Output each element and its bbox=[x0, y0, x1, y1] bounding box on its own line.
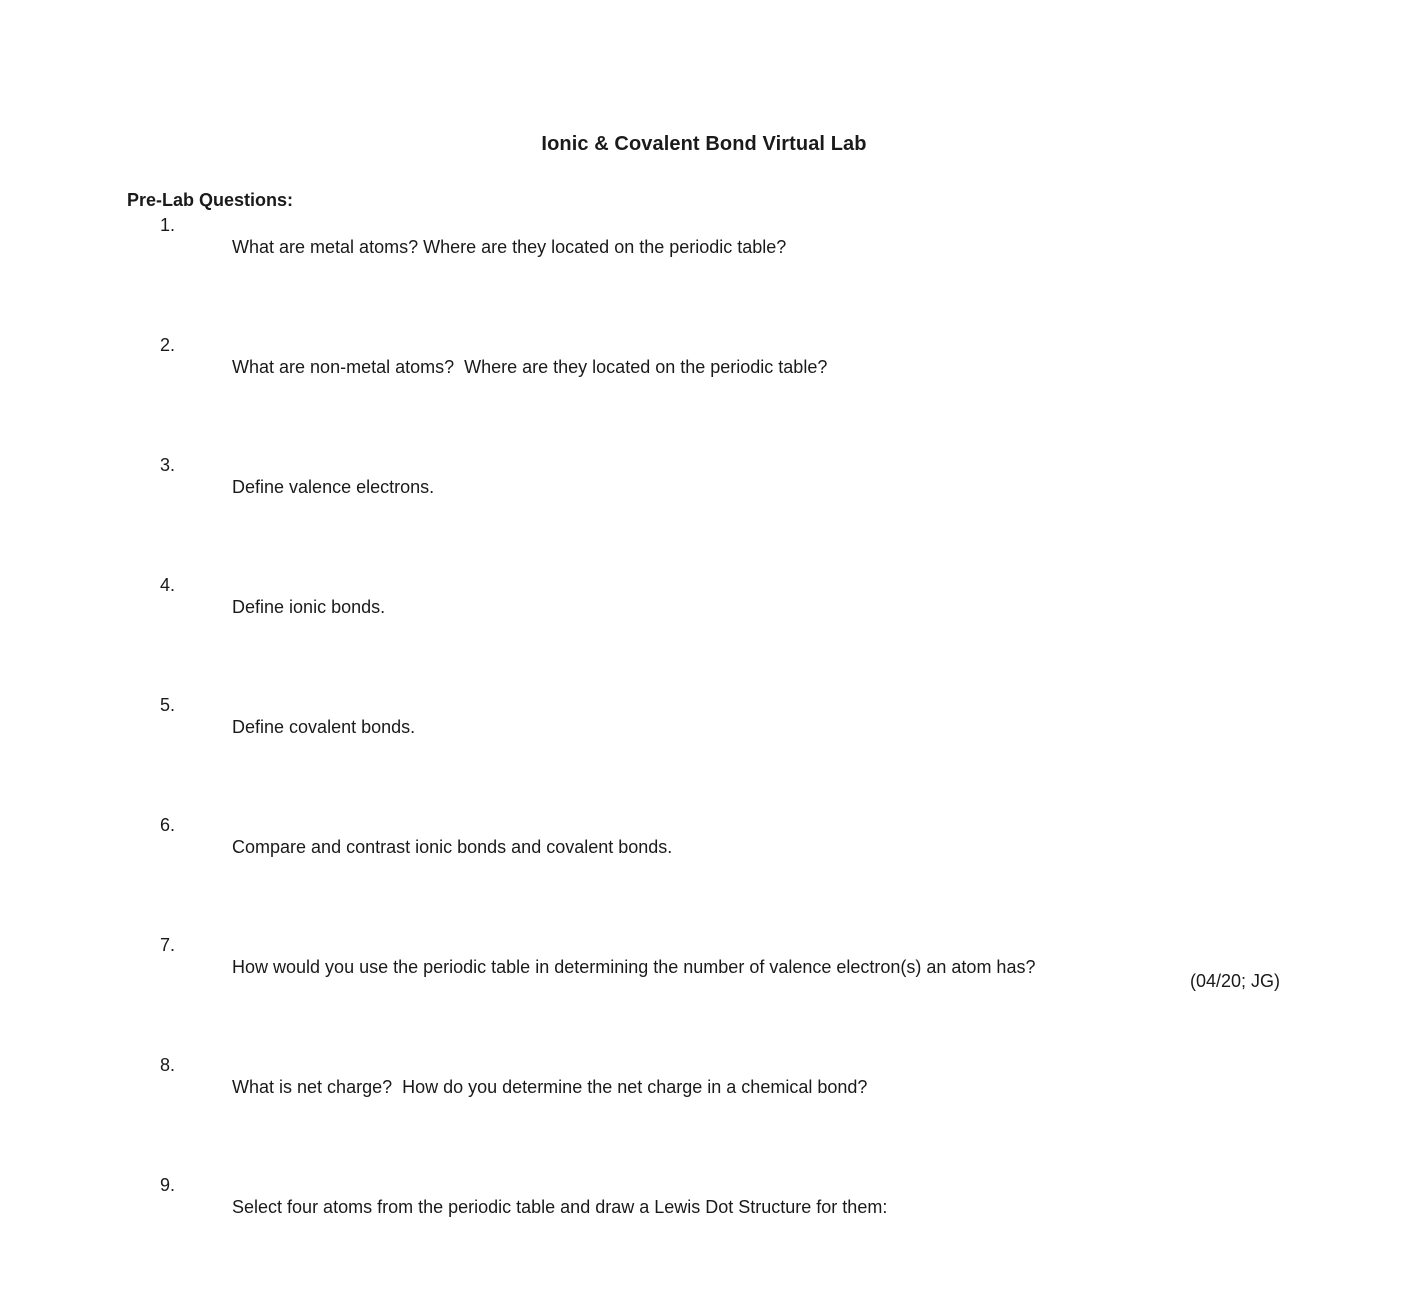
question-item bbox=[127, 454, 1348, 520]
question-number: 6. bbox=[160, 815, 176, 835]
question-text: How would you use the periodic table in determining the number of valence electron(s) an atom has? bbox=[232, 957, 1036, 977]
question-number: 3. bbox=[160, 455, 176, 475]
question-text: Define valence electrons. bbox=[232, 477, 435, 497]
question-text: What are metal atoms? Where are they located on the periodic table? bbox=[232, 237, 787, 257]
prelab-section bbox=[127, 189, 1348, 1294]
section-heading: Pre-Lab Questions: bbox=[127, 190, 294, 210]
question-item bbox=[127, 814, 1348, 880]
question-text: Compare and contrast ionic bonds and covalent bonds. bbox=[232, 837, 673, 857]
question-number: 8. bbox=[160, 1055, 176, 1075]
question-text: What are non-metal atoms? Where are they located on the periodic table? bbox=[232, 357, 828, 377]
question-item bbox=[127, 574, 1348, 640]
question-item bbox=[127, 694, 1348, 760]
questions-list bbox=[127, 214, 1348, 1240]
question-item bbox=[127, 1174, 1348, 1240]
question-text: Select four atoms from the periodic table and draw a Lewis Dot Structure for them: bbox=[232, 1197, 888, 1217]
question-number: 7. bbox=[160, 935, 176, 955]
question-number: 1. bbox=[160, 215, 176, 235]
question-text: Define ionic bonds. bbox=[232, 597, 386, 617]
question-number: 4. bbox=[160, 575, 176, 595]
question-number: 5. bbox=[160, 695, 176, 715]
question-item bbox=[127, 934, 1348, 1000]
question-text: Define covalent bonds. bbox=[232, 717, 416, 737]
question-number: 2. bbox=[160, 335, 176, 355]
question-number: 9. bbox=[160, 1175, 176, 1195]
question-item bbox=[127, 1054, 1348, 1120]
footer-note: (04/20; JG) bbox=[1189, 971, 1280, 991]
question-item bbox=[127, 214, 1348, 280]
document-title: Ionic & Covalent Bond Virtual Lab bbox=[541, 133, 867, 155]
question-text: What is net charge? How do you determine the net charge in a chemical bond? bbox=[232, 1077, 868, 1097]
question-item bbox=[127, 334, 1348, 400]
